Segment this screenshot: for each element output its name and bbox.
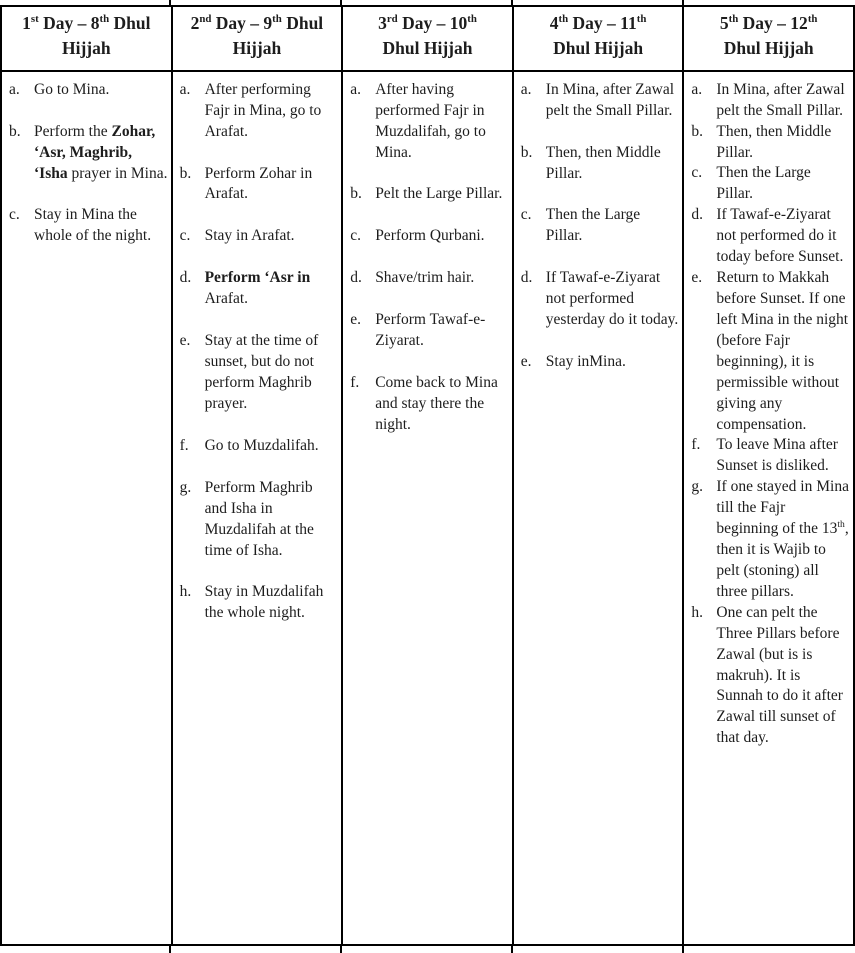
text-segment: Return to Makkah before Sunset. If one left Mina in the night (before Fajr beginning), it is permissible without giving any compensation.	[716, 269, 849, 433]
text-segment: 1	[22, 13, 31, 33]
text-segment: Stay in Mina the whole of the night.	[34, 206, 152, 245]
item-letter: b.	[691, 122, 703, 140]
item-text	[375, 373, 509, 436]
text-segment: After having performed Fajr in Muzdalifah, go to Mina.	[375, 80, 486, 161]
item-letter: c.	[350, 227, 361, 245]
text-segment: Stay at the time of sunset, but do not perform Maghrib prayer.	[204, 332, 319, 412]
text-segment: In Mina, after Zawal pelt the Small Pillar.	[716, 80, 845, 119]
item-letter: e.	[691, 269, 703, 287]
list-item	[180, 268, 339, 310]
text-segment: Hijjah	[232, 38, 282, 59]
superscript-text: th	[558, 13, 569, 26]
stub-cell	[171, 0, 342, 5]
item-text	[205, 436, 339, 457]
text-segment: 3	[378, 13, 387, 33]
item-letter: b.	[9, 122, 21, 140]
text-segment: Perform the	[34, 122, 112, 140]
list-item	[691, 477, 850, 603]
item-letter: d.	[179, 269, 192, 287]
stub-cell	[513, 946, 684, 953]
stub-cell	[0, 0, 171, 5]
list-item	[691, 80, 850, 122]
text-segment: To leave Mina after Sunset is disliked.	[716, 436, 838, 475]
text-segment: Then, then Middle Pillar.	[716, 122, 832, 161]
superscript-text: th	[99, 13, 110, 26]
superscript-text: th	[467, 13, 477, 26]
text-segment: Perform Zohar in Arafat.	[204, 164, 313, 203]
list-item	[180, 331, 339, 415]
superscript-text: rd	[386, 13, 398, 26]
text-segment: After performing Fajr in Mina, go to Arafat.	[204, 80, 322, 140]
header-row	[1, 6, 854, 71]
text-segment: One can pelt the Three Pillars before Zawal (but is is makruh). It is Sunnah to do it after Zawal till sunset of that day.	[716, 603, 843, 747]
cropped-row-bottom	[0, 946, 855, 953]
text-segment: , then it is Wajib to pelt (stoning) all three pillars.	[716, 520, 849, 600]
list-item	[521, 205, 680, 247]
list-item	[180, 478, 339, 562]
item-letter: h.	[179, 583, 192, 601]
column-cell-day-2	[172, 71, 343, 945]
item-letter: b.	[179, 164, 192, 182]
item-text	[205, 582, 339, 624]
text-segment: Pelt the Large Pillar.	[375, 185, 503, 203]
item-letter: g.	[179, 478, 192, 496]
item-text	[546, 205, 680, 247]
text-segment: prayer in Mina.	[67, 164, 168, 182]
item-text	[716, 603, 850, 749]
item-text	[716, 122, 850, 164]
text-segment: If Tawaf-e-Ziyarat not performed do it today before Sunset.	[716, 206, 844, 266]
column-cell-day-3	[342, 71, 513, 945]
item-letter: a.	[179, 80, 191, 98]
text-segment: Zohar, ‘Asr, Maghrib, ‘Isha	[34, 122, 156, 182]
text-segment: If Tawaf-e-Ziyarat not performed yesterday do it today.	[545, 269, 679, 329]
item-letter: c.	[9, 206, 20, 224]
text-segment: Dhul	[281, 13, 324, 33]
item-text	[716, 477, 850, 603]
column-header-day-2	[172, 6, 343, 71]
stub-cell	[342, 0, 513, 5]
stub-cell	[342, 946, 513, 953]
list-item	[180, 226, 339, 247]
item-text	[716, 205, 850, 268]
list-item	[350, 80, 509, 164]
superscript-text: th	[837, 518, 845, 530]
item-text	[716, 80, 850, 122]
list-item	[350, 310, 509, 352]
item-letter: g.	[691, 478, 703, 496]
item-text	[34, 122, 168, 185]
text-segment: Perform Tawaf-e-Ziyarat.	[375, 311, 486, 350]
column-cell-day-4	[513, 71, 684, 945]
text-segment: Day – 11	[568, 13, 637, 33]
list-item	[691, 268, 850, 435]
text-segment: Dhul Hijjah	[382, 38, 473, 59]
column-header-day-1	[1, 6, 172, 71]
item-text	[205, 80, 339, 143]
item-text	[375, 310, 509, 352]
text-segment: Then the Large Pillar.	[545, 206, 641, 245]
list-item	[350, 373, 509, 436]
superscript-text: th	[636, 13, 647, 26]
superscript-text: th	[728, 13, 739, 26]
list-item	[691, 205, 850, 268]
list-item	[521, 268, 680, 331]
item-letter: c.	[520, 206, 532, 224]
item-text	[375, 80, 509, 164]
item-letter: a.	[9, 80, 20, 98]
item-letter: a.	[691, 80, 703, 98]
stub-cell	[171, 946, 342, 953]
text-segment: Dhul Hijjah	[553, 38, 644, 59]
column-header-day-3	[342, 6, 513, 71]
list-item	[691, 122, 850, 164]
item-text	[375, 226, 509, 247]
text-segment: Arafat.	[204, 290, 249, 308]
item-letter: c.	[691, 164, 703, 182]
superscript-text: nd	[199, 13, 212, 26]
text-segment: Dhul	[109, 13, 151, 33]
text-segment: Hijjah	[61, 38, 111, 59]
item-text	[34, 80, 168, 101]
item-letter: c.	[179, 227, 191, 245]
text-segment: Then the Large Pillar.	[716, 164, 811, 203]
superscript-text: th	[272, 13, 282, 26]
text-segment: Stay inMina.	[545, 353, 626, 371]
text-segment: In Mina, after Zawal pelt the Small Pillar.	[545, 80, 675, 119]
text-segment: Go to Mina.	[34, 80, 110, 98]
item-text	[546, 80, 680, 122]
item-text	[205, 164, 339, 206]
text-segment: Day – 10	[397, 13, 468, 33]
column-header-day-5	[683, 6, 854, 71]
item-text	[205, 226, 339, 247]
text-segment: Go to Muzdalifah.	[204, 436, 319, 454]
text-segment: 5	[719, 13, 729, 33]
list-item	[521, 143, 680, 185]
cropped-row-top	[0, 0, 855, 5]
item-text	[34, 205, 168, 247]
text-segment: Day – 8	[38, 13, 100, 33]
list-item	[9, 205, 168, 247]
item-letter: d.	[350, 269, 362, 287]
superscript-text: th	[807, 13, 818, 26]
item-letter: d.	[691, 206, 703, 224]
item-letter: e.	[520, 353, 532, 371]
item-letter: d.	[520, 269, 533, 287]
text-segment: Perform ‘Asr in	[204, 269, 311, 287]
text-segment: If one stayed in Mina till the Fajr beginning of the 13	[716, 478, 849, 538]
list-item	[350, 268, 509, 289]
column-header-day-4	[513, 6, 684, 71]
item-text	[375, 268, 509, 289]
superscript-text: st	[30, 13, 39, 26]
item-letter: f.	[691, 436, 701, 454]
list-item	[521, 352, 680, 373]
list-item	[180, 436, 339, 457]
item-letter: h.	[691, 603, 703, 621]
text-segment: Stay in Arafat.	[204, 227, 295, 245]
item-letter: f.	[179, 436, 189, 454]
list-item	[180, 80, 339, 143]
item-text	[716, 435, 850, 477]
column-cell-day-5	[683, 71, 854, 945]
item-text	[375, 184, 509, 205]
stub-cell	[513, 0, 684, 5]
list-item	[9, 122, 168, 185]
list-item	[180, 582, 339, 624]
item-text	[546, 352, 680, 373]
text-segment: Come back to Mina and stay there the night.	[375, 374, 498, 433]
stub-cell	[0, 946, 171, 953]
table-head	[1, 6, 854, 71]
list-item	[350, 184, 509, 205]
item-text	[205, 268, 339, 310]
text-segment: Stay in Muzdalifah the whole night.	[204, 583, 324, 622]
list-item	[180, 164, 339, 206]
list-item	[691, 603, 850, 749]
column-cell-day-1	[1, 71, 172, 945]
item-letter: b.	[350, 185, 362, 203]
item-letter: a.	[520, 80, 532, 98]
list-item	[691, 163, 850, 205]
text-segment: 4	[549, 13, 559, 33]
item-letter: b.	[520, 143, 533, 161]
list-item	[350, 226, 509, 247]
list-item	[691, 435, 850, 477]
item-letter: e.	[179, 332, 191, 350]
item-text	[716, 163, 850, 205]
list-item	[9, 80, 168, 101]
stub-cell	[684, 0, 855, 5]
item-text	[546, 268, 680, 331]
stub-cell	[684, 946, 855, 953]
text-segment: Perform Maghrib and Isha in Muzdalifah at the time of Isha.	[204, 478, 314, 559]
text-segment: Then, then Middle Pillar.	[545, 143, 661, 182]
body-row	[1, 71, 854, 945]
text-segment: Perform Qurbani.	[375, 227, 485, 245]
text-segment: Shave/trim hair.	[375, 269, 475, 287]
list-item	[521, 80, 680, 122]
hajj-days-table	[0, 5, 855, 946]
item-text	[716, 268, 850, 435]
item-text	[205, 331, 339, 415]
table-body	[1, 71, 854, 945]
text-segment: Dhul Hijjah	[723, 38, 814, 59]
item-text	[546, 143, 680, 185]
text-segment: Day – 12	[738, 13, 808, 33]
item-letter: f.	[350, 374, 360, 392]
item-text	[205, 478, 339, 562]
text-segment: 2	[190, 13, 200, 33]
item-letter: a.	[350, 80, 361, 98]
text-segment: Day – 9	[211, 13, 273, 33]
item-letter: e.	[350, 311, 361, 329]
